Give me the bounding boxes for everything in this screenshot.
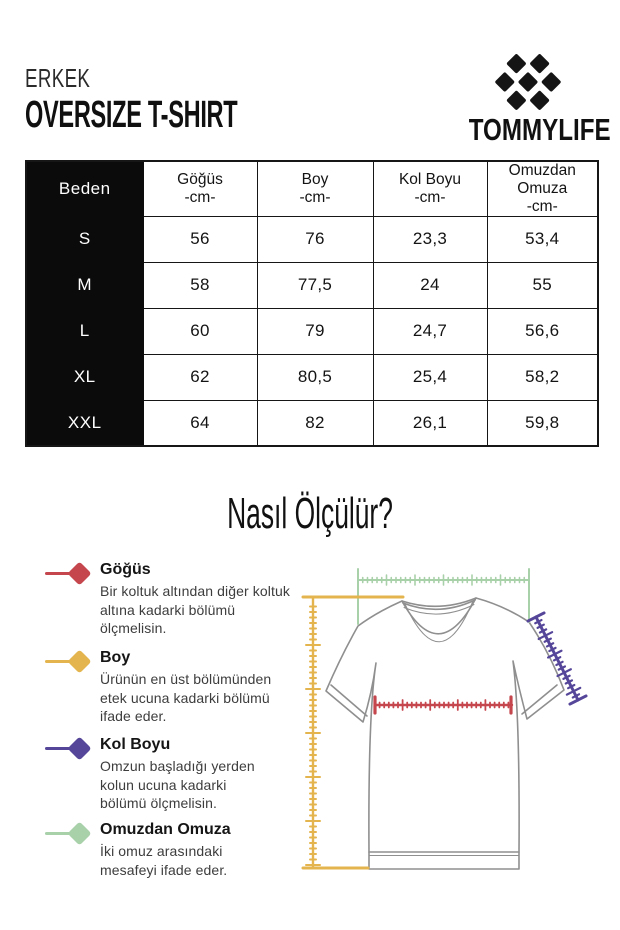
table-row [26,216,598,262]
boy-marker-icon [45,650,100,676]
column-header-beden: Beden [26,161,143,216]
legend-item-kol-boyu [45,735,270,813]
value-cell: 23,3 [373,216,487,262]
product-category: ERKEK [25,63,91,93]
value-cell: 80,5 [257,354,373,400]
value-cell: 82 [257,400,373,446]
legend-label: Omuzdan Omuza [100,821,231,838]
value-cell: 58 [143,262,257,308]
size-cell: S [26,216,143,262]
value-cell: 26,1 [373,400,487,446]
value-cell: 59,8 [487,400,598,446]
brand-name: TOMMYLIFE [468,112,611,147]
table-header-row [26,161,598,216]
tshirt-diagram [300,555,620,895]
legend-description: Bir koltuk altından diğer koltuk altına kadarki bölümü ölçmelisin. [100,583,290,637]
size-cell: L [26,308,143,354]
legend-item-omuzdan-omuza [45,820,240,879]
size-cell: XL [26,354,143,400]
value-cell: 58,2 [487,354,598,400]
column-header-boy: Boy -cm- [257,161,373,216]
legend-label: Boy [100,649,131,666]
brand-logo [452,52,611,147]
legend-description: İki omuz arasındaki mesafeyi ifade eder. [100,843,228,878]
legend-item-boy [45,648,300,726]
value-cell: 56 [143,216,257,262]
value-cell: 24,7 [373,308,487,354]
value-cell: 64 [143,400,257,446]
omuzdan-omuza-marker-icon [45,822,100,848]
value-cell: 25,4 [373,354,487,400]
legend-label: Kol Boyu [100,736,171,753]
table-row [26,354,598,400]
tshirt-outline [326,598,564,869]
table-row [26,262,598,308]
legend-label: Göğüs [100,561,151,578]
product-title: OVERSIZE T-SHIRT [25,93,238,136]
value-cell: 53,4 [487,216,598,262]
size-table [25,160,599,447]
value-cell: 55 [487,262,598,308]
table-row [26,400,598,446]
value-cell: 56,6 [487,308,598,354]
size-cell: M [26,262,143,308]
legend-description: Ürünün en üst bölümünden etek ucuna kadarki bölümü ifade eder. [100,671,272,725]
value-cell: 24 [373,262,487,308]
diamond-cluster-icon [489,52,567,112]
kol-boyu-marker-icon [45,737,100,763]
value-cell: 76 [257,216,373,262]
legend-item-gogus [45,560,300,638]
table-row [26,308,598,354]
guide-title: Nasıl Ölçülür? [227,489,393,538]
column-header-omuzdan-omuza: Omuzdan Omuza -cm- [487,161,598,216]
value-cell: 79 [257,308,373,354]
column-header-gogus: Göğüs -cm- [143,161,257,216]
value-cell: 77,5 [257,262,373,308]
value-cell: 60 [143,308,257,354]
header [25,64,367,135]
gogus-marker-icon [45,562,100,588]
legend-description: Omzun başladığı yerden kolun ucuna kadarki bölümü ölçmelisin. [100,758,255,812]
column-header-kol-boyu: Kol Boyu -cm- [373,161,487,216]
size-cell: XXL [26,400,143,446]
value-cell: 62 [143,354,257,400]
